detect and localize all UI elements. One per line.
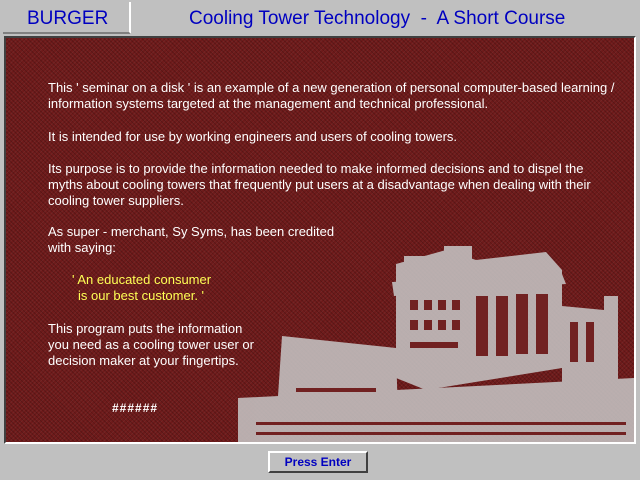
header-bar bbox=[3, 2, 637, 35]
quote-line-1: ' An educated consumer bbox=[72, 272, 212, 287]
content-panel bbox=[4, 36, 636, 444]
program-paragraph: This program puts the information you need as a cooling tower user or decision maker at your fingertips. bbox=[48, 321, 254, 368]
course-title: Cooling Tower Technology - A Short Course bbox=[189, 8, 566, 29]
intro-paragraph: This ' seminar on a disk ' is an example of a new generation of personal computer-based learning / information systems targeted at the management and technical professional. bbox=[48, 80, 615, 111]
end-marks: ###### bbox=[112, 401, 159, 415]
brand-box bbox=[3, 2, 131, 34]
quote-line-2: is our best customer. ' bbox=[78, 288, 205, 303]
audience-paragraph: It is intended for use by working engineers and users of cooling towers. bbox=[48, 129, 458, 144]
quote-text bbox=[72, 272, 272, 304]
press-enter-button[interactable]: Press Enter bbox=[268, 451, 368, 473]
title-box bbox=[133, 2, 637, 34]
purpose-paragraph: Its purpose is to provide the information needed to make informed decisions and to dispel the myths about cooling towers that frequently put users at a disadvantage when dealing with their cooling tower suppliers. bbox=[48, 161, 591, 208]
quote-intro-paragraph: As super - merchant, Sy Syms, has been credited with saying: bbox=[48, 224, 335, 255]
brand-label: BURGER bbox=[27, 8, 109, 29]
